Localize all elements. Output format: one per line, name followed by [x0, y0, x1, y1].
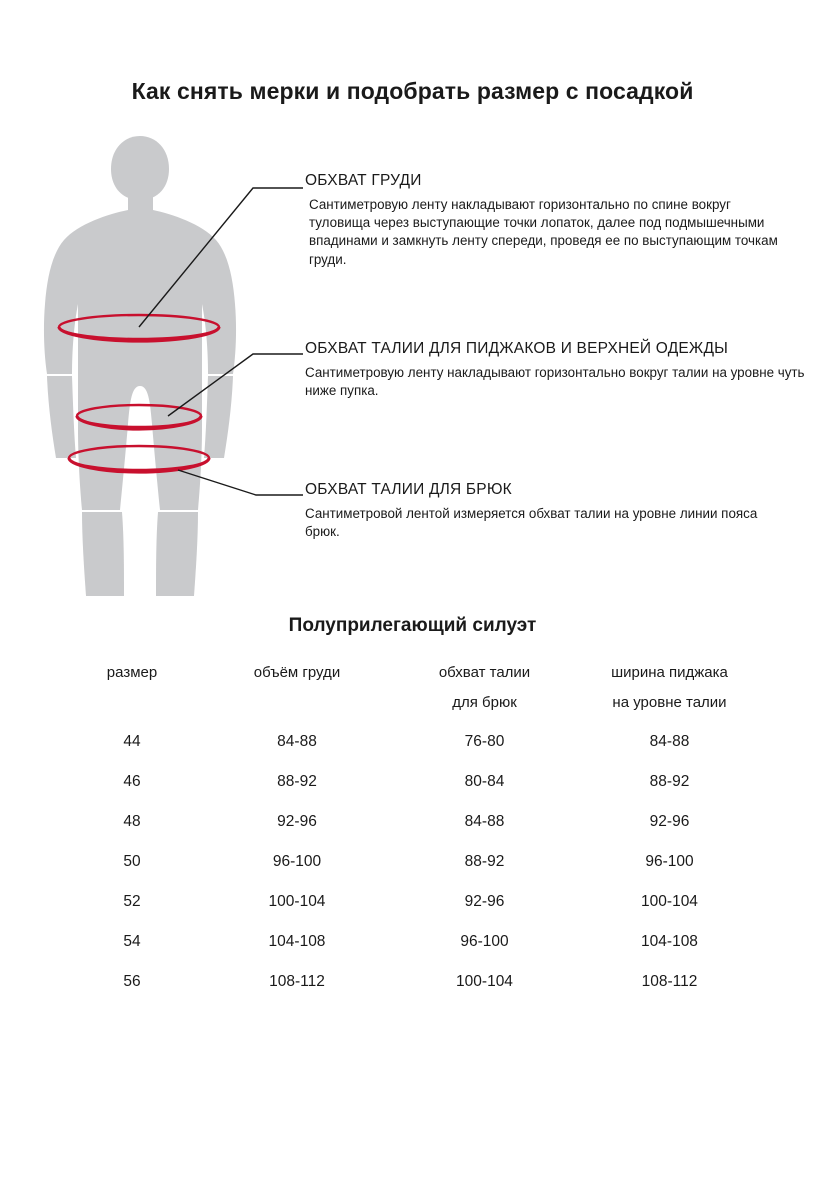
cell-waist: 88-92: [464, 853, 505, 870]
table-row: [62, 802, 762, 842]
cell-waist: 92-96: [464, 893, 505, 910]
cell-chest: 84-88: [277, 733, 317, 750]
cell-chest: 100-104: [268, 893, 326, 910]
column-header-waist-line1: обхват талии: [438, 664, 531, 681]
table-row: [62, 962, 762, 1002]
column-header-waist: [392, 662, 577, 722]
table-row: [62, 722, 762, 762]
cell-jacket-width: 104-108: [641, 933, 698, 950]
cell-size: 52: [123, 893, 141, 910]
cell-size: 50: [123, 853, 141, 870]
cell-waist: 76-80: [464, 733, 505, 750]
cell-waist: 100-104: [456, 973, 513, 990]
column-header-jacket-width-line1: ширина пиджака: [611, 664, 728, 681]
callout-waist-trousers-body: Сантиметровой лентой измеряется обхват талии на уровне линии пояса брюк.: [305, 506, 758, 540]
cell-size: 44: [123, 733, 141, 750]
cell-jacket-width: 108-112: [641, 973, 698, 990]
callout-waist-trousers-title: ОБХВАТ ТАЛИИ ДЛЯ БРЮК: [305, 481, 512, 498]
table-header-row: [62, 662, 762, 722]
cell-waist: 96-100: [460, 933, 509, 950]
cell-jacket-width: 92-96: [649, 813, 690, 830]
cell-waist: 84-88: [464, 813, 505, 830]
cell-size: 46: [123, 773, 141, 790]
page-title: Как снять мерки и подобрать размер с посадкой: [131, 78, 694, 104]
size-table: [62, 662, 762, 1002]
callout-waist-jacket: [305, 340, 805, 400]
cell-size: 56: [123, 973, 141, 990]
leader-lines: [28, 128, 318, 598]
callout-waist-jacket-title: ОБХВАТ ТАЛИИ ДЛЯ ПИДЖАКОВ И ВЕРХНЕЙ ОДЕЖДЫ: [305, 340, 729, 357]
column-header-size: [62, 662, 202, 722]
cell-jacket-width: 100-104: [641, 893, 698, 910]
table-row: [62, 882, 762, 922]
size-table-title: Полуприлегающий силуэт: [288, 615, 537, 636]
column-header-chest: [202, 662, 392, 722]
column-header-jacket-width-line2: на уровне талии: [612, 694, 727, 711]
table-row: [62, 922, 762, 962]
column-header-chest-line1: объём груди: [253, 664, 341, 681]
cell-chest: 104-108: [268, 933, 326, 950]
callout-chest-title: ОБХВАТ ГРУДИ: [305, 172, 422, 189]
cell-chest: 88-92: [277, 773, 317, 790]
callout-chest-body: Сантиметровую ленту накладывают горизонтально по спине вокруг туловища через выступающие точки лопаток, далее под подмышечными впадинами и замкнуть ленту спереди, проведя ее по выступающим точкам груди.: [309, 197, 778, 267]
table-row: [62, 842, 762, 882]
cell-chest: 92-96: [277, 813, 317, 830]
cell-chest: 96-100: [272, 853, 322, 870]
cell-size: 54: [123, 933, 141, 950]
column-header-waist-line2: для брюк: [452, 694, 517, 711]
cell-jacket-width: 96-100: [645, 853, 694, 870]
column-header-jacket-width: [577, 662, 762, 722]
cell-jacket-width: 84-88: [649, 733, 690, 750]
column-header-size-line1: размер: [106, 664, 158, 681]
callout-chest: [305, 172, 785, 269]
table-row: [62, 762, 762, 802]
callout-waist-jacket-body: Сантиметровую ленту накладывают горизонтально вокруг талии на уровне чуть ниже пупка.: [305, 365, 805, 399]
cell-size: 48: [123, 813, 141, 830]
callout-waist-trousers: [305, 481, 785, 541]
cell-waist: 80-84: [464, 773, 505, 790]
cell-chest: 108-112: [269, 973, 325, 990]
cell-jacket-width: 88-92: [649, 773, 690, 790]
